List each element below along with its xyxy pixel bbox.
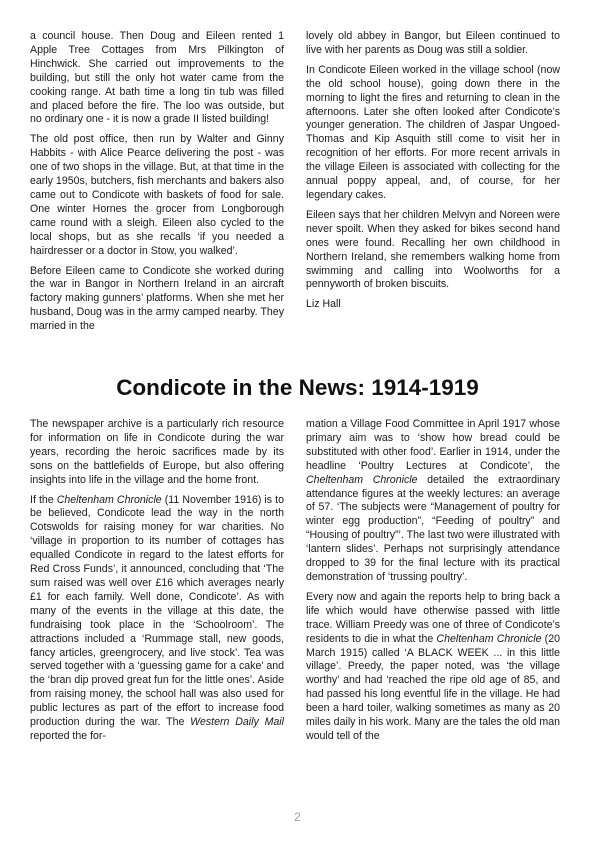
newspaper-title: Cheltenham Chronicle <box>306 473 418 486</box>
article-headline: Condicote in the News: 1914-1919 <box>116 375 479 400</box>
paragraph <box>306 591 560 744</box>
paragraph: Before Eileen came to Condicote she worked during the war in Bangor in Northern Ireland in an aircraft factory making gunners’ platforms. When she met her husband, Doug was in the army camped nearby. They married in the <box>30 264 284 333</box>
article-column-bottom-left <box>30 418 284 750</box>
paragraph <box>306 418 560 585</box>
text-run: If the <box>30 493 57 506</box>
paragraph: The old post office, then run by Walter and Ginny Habbits - with Alice Pearce delivering the post - was one of two shops in the village. But, at that time in the early 1950s, butchers, fish merchants and bakers also came out to Condicote with baskets of food for sale. One winter Hornes the grocer from Longborough came round with a sleigh. Eileen also cycled to the local shops, but as she recalls ‘if you needed a hairdresser or a doctor in Stow, you walked’. <box>30 133 284 257</box>
page-number: 2 <box>294 810 301 824</box>
text-run: reported the for- <box>30 729 106 742</box>
paragraph: The newspaper archive is a particularly rich resource for information on life in Condicote during the war years, recording the heroic sacrifices made by its sons on the battlefields of Europe, but also offering insights into life in the village and the home front. <box>30 418 284 486</box>
author-signature: Liz Hall <box>306 298 341 311</box>
text-run: Every now and again the reports help to bring back a life which would have otherwise passed with little trace. William Preedy was one of three of Condicote’s residents to die in what the <box>306 590 560 645</box>
paragraph: a council house. Then Doug and Eileen rented 1 Apple Tree Cottages from Mrs Pilkington of Hinchwick. She carried out improvements to the building, but still the only hot water came from the cooking range. At bath time a long tin tub was filled and placed before the fire. The loo was outside, but no ordinary one - it is now a grade II listed building! <box>30 30 284 126</box>
article-column-bottom-right <box>306 418 560 750</box>
paragraph <box>30 494 284 744</box>
newspaper-title: Western Daily Mail <box>190 716 285 729</box>
paragraph: In Condicote Eileen worked in the village school (now the old school house), going down there in the morning to light the fires and returning to clean in the afternoons. Later she often looked after Condicote’s younger generation. The children of Jaspar Ungoed-Thomas and Kip Asquith still come to visit her in recognition of her efforts. For more recent arrivals in the village Eileen is associated with collecting for the annual poppy appeal, and, of course, for her legendary cakes. <box>306 63 560 201</box>
text-run: (20 March 1915) called ‘A BLACK WEEK ... in this little village’. Preedy, the paper noted, was ‘the village worthy’ and had ‘reached the ripe old age of 85, and had passed his long eventful life in the village. He had been a hard toiler, walking sometimes as many as 20 miles daily in his work. Many are the tales the old man would tell of the <box>306 632 560 742</box>
text-run: (11 November 1916) is to be believed, Condicote lead the way in the north Cotswolds for raising money for war charities. No ‘village in proportion to its number of cottages has equalled Condicote in regard to the latest efforts for Red Cross Funds’, it announced, concluding that ‘The sum raised was well over £16 which averages nearly £1 for each family. Well done, Condicote’. As with many of the events in the village at this date, the fundraising took place in the ‘Schoolroom’. The attractions included a ‘Rummage stall, new goods, fancy articles, greengrocery, and live stock’. Tea was served together with a ‘guessing game for a cake’ and the ‘bran dip proved great fun for the little ones’. Aside from raising money, the school hall was also used for public lectures as part of the effort to increase food production during the war. The <box>30 493 284 729</box>
text-run: mation a Village Food Committee in April 1917 whose primary aim was to ‘show how bread could be substituted with other food’. Earlier in 1914, under the headline ‘Poultry Lectures at Condicote’, the <box>306 418 560 472</box>
newspaper-title: Cheltenham Chronicle <box>436 632 542 645</box>
newspaper-title: Cheltenham Chronicle <box>56 493 162 506</box>
article-column-top-left <box>30 30 284 340</box>
article-column-top-right <box>306 30 560 318</box>
paragraph: lovely old abbey in Bangor, but Eileen continued to live with her parents as Doug was still a soldier. <box>306 30 560 56</box>
text-run: detailed the extraordinary attendance figures at the weekly lectures: an average of 57. ‘The subjects were “Management of poultry for winter egg production”, “Feeding of poultry” and “Housing of poultry”’. The last two were illustrated with ‘lantern slides’. Perhaps not surprisingly attendance dropped to 39 for the final lecture with its practical demonstration of ‘trussing poultry’. <box>306 473 560 583</box>
paragraph: Eileen says that her children Melvyn and Noreen were never spoilt. When they asked for bikes second hand ones were found. Recalling her own childhood in Northern Ireland, she remembers walking home from swimming and calling into Woolworths for a pennyworth of broken biscuits. <box>306 208 560 291</box>
